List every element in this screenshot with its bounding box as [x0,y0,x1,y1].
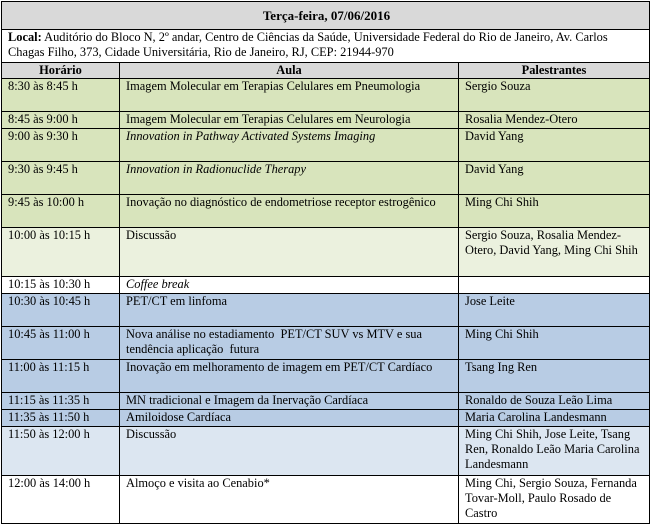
speakers-cell: David Yang [459,162,650,195]
schedule-sheet [1,1,650,524]
time-cell: 8:45 às 9:00 h [2,112,120,129]
aula-cell: Discussão [120,427,459,476]
location-row [2,30,650,63]
aula-cell: Innovation in Pathway Activated Systems Imaging [120,129,459,162]
time-cell: 9:30 às 9:45 h [2,162,120,195]
time-cell: 12:00 às 14:00 h [2,476,120,524]
speakers-cell: Sergio Souza [459,79,650,112]
aula-cell: Inovação no diagnóstico de endometriose receptor estrogênico [120,195,459,228]
table-row [2,360,650,393]
time-cell: 11:15 às 11:35 h [2,393,120,410]
table-row [2,410,650,427]
day-title: Terça-feira, 07/06/2016 [2,2,650,30]
speakers-cell [459,277,650,294]
time-cell: 10:15 às 10:30 h [2,277,120,294]
time-cell: 11:50 às 12:00 h [2,427,120,476]
speakers-cell: Tsang Ing Ren [459,360,650,393]
aula-cell: Amiloidose Cardíaca [120,410,459,427]
speakers-cell: Rosalia Mendez-Otero [459,112,650,129]
header-aula: Aula [120,63,459,79]
aula-cell: Almoço e visita ao Cenabio* [120,476,459,524]
time-cell: 9:45 às 10:00 h [2,195,120,228]
aula-cell: MN tradicional e Imagem da Inervação Cardíaca [120,393,459,410]
time-cell: 10:30 às 10:45 h [2,294,120,327]
speakers-cell: Sergio Souza, Rosalia Mendez-Otero, David Yang, Ming Chi Shih [459,228,650,277]
speakers-cell: Jose Leite [459,294,650,327]
speakers-cell: David Yang [459,129,650,162]
aula-cell: PET/CT em linfoma [120,294,459,327]
time-cell: 9:00 às 9:30 h [2,129,120,162]
aula-cell: Discussão [120,228,459,277]
aula-cell: Innovation in Radionuclide Therapy [120,162,459,195]
table-row [2,427,650,476]
aula-cell: Imagem Molecular em Terapias Celulares em Neurologia [120,112,459,129]
aula-cell: Inovação em melhoramento de imagem em PET/CT Cardíaco [120,360,459,393]
location-text: Auditório do Bloco N, 2º andar, Centro de Ciências da Saúde, Universidade Federal do Rio de Janeiro, Av. Carlos Chagas Filho, 373, Cidade Universitária, Rio de Janeiro, RJ, CEP: 21944-970 [8,30,608,59]
table-row [2,195,650,228]
title-row [2,2,650,30]
table-row [2,79,650,112]
header-row [2,63,650,79]
aula-cell: Coffee break [120,277,459,294]
location-label: Local: [8,30,42,44]
table-row [2,327,650,360]
table-row [2,294,650,327]
aula-cell: Nova análise no estadiamento PET/CT SUV vs MTV e sua tendência aplicação futura [120,327,459,360]
table-row [2,228,650,277]
time-cell: 11:35 às 11:50 h [2,410,120,427]
time-cell: 10:00 às 10:15 h [2,228,120,277]
table-row [2,277,650,294]
table-row [2,162,650,195]
speakers-cell: Maria Carolina Landesmann [459,410,650,427]
table-row [2,112,650,129]
table-row [2,476,650,524]
speakers-cell: Ming Chi Shih [459,195,650,228]
speakers-cell: Ronaldo de Souza Leão Lima [459,393,650,410]
location-cell [2,30,650,63]
schedule-table [1,1,650,524]
header-time: Horário [2,63,120,79]
time-cell: 8:30 às 8:45 h [2,79,120,112]
speakers-cell: Ming Chi Shih, Jose Leite, Tsang Ren, Ronaldo Leão Maria Carolina Landesmann [459,427,650,476]
time-cell: 11:00 às 11:15 h [2,360,120,393]
speakers-cell: Ming Chi, Sergio Souza, Fernanda Tovar-Moll, Paulo Rosado de Castro [459,476,650,524]
speakers-cell: Ming Chi Shih [459,327,650,360]
aula-cell: Imagem Molecular em Terapias Celulares em Pneumologia [120,79,459,112]
time-cell: 10:45 às 11:00 h [2,327,120,360]
header-speakers: Palestrantes [459,63,650,79]
table-row [2,393,650,410]
table-row [2,129,650,162]
